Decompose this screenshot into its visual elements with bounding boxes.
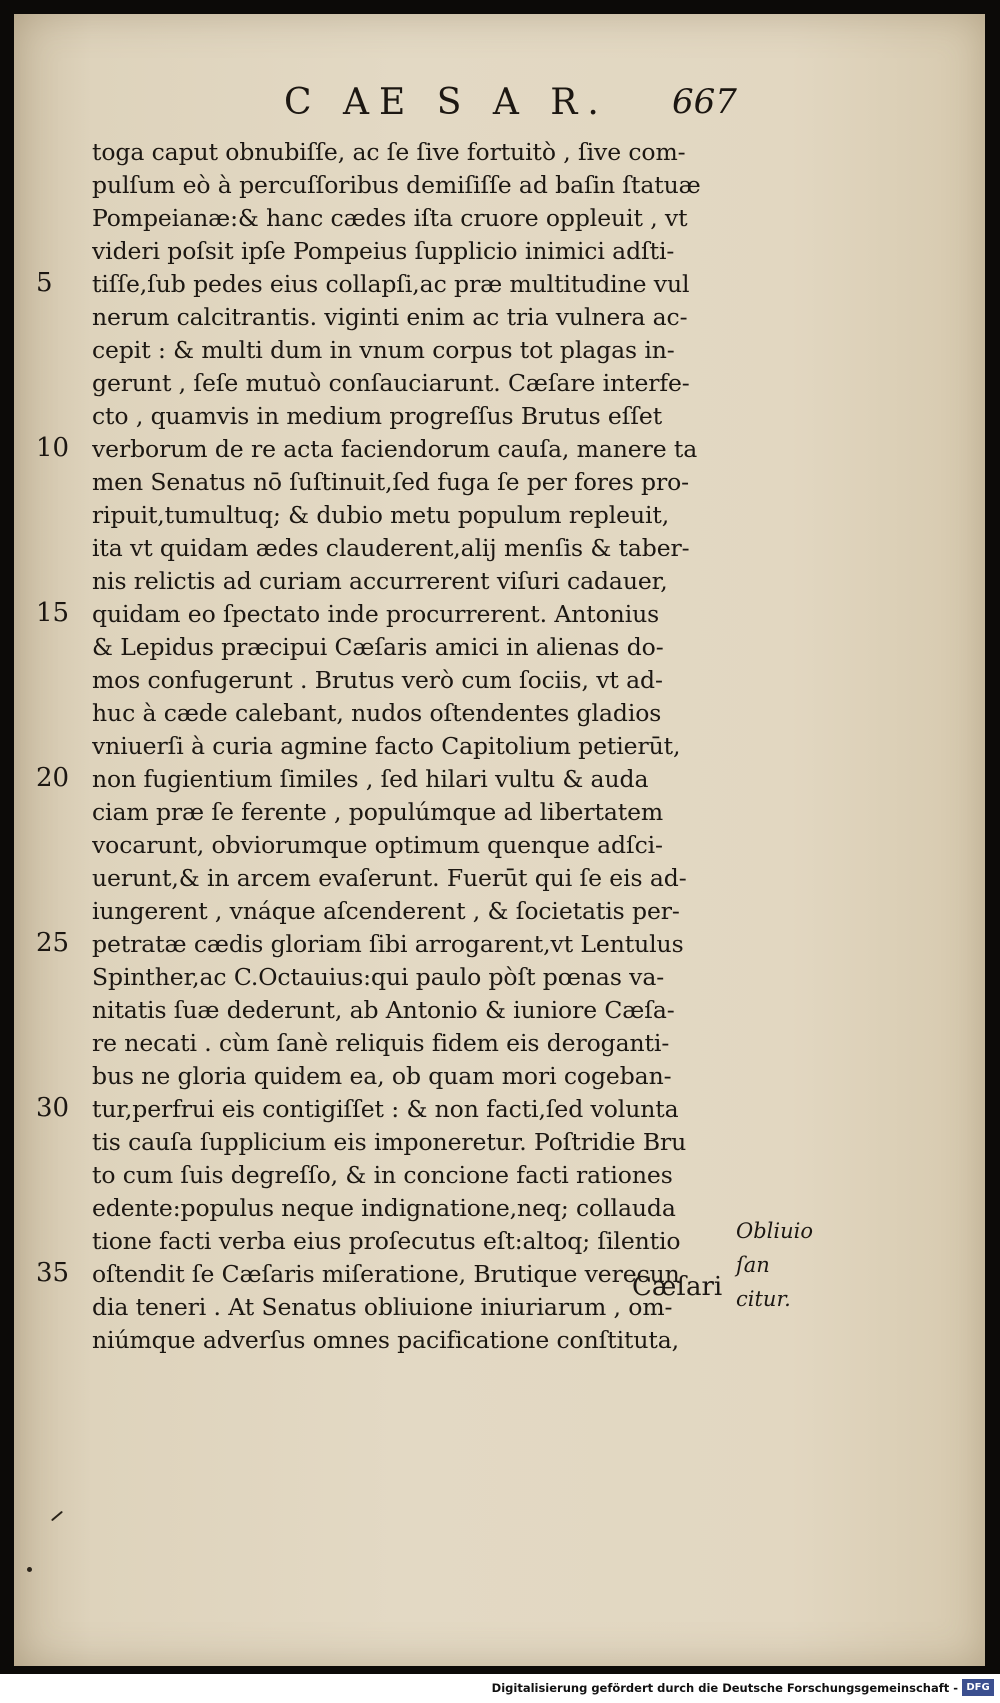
marginal-note-line-2: citur. xyxy=(736,1287,791,1311)
page-number: 667 xyxy=(672,82,737,122)
text-line xyxy=(14,730,985,763)
line-text: bus ne gloria quidem ea, ob quam mori cogeban- xyxy=(92,1062,672,1090)
text-line xyxy=(14,565,985,598)
text-line xyxy=(14,169,985,202)
line-text: cepit : & multi dum in vnum corpus tot plagas in- xyxy=(92,336,675,364)
text-line xyxy=(14,466,985,499)
text-line xyxy=(14,1159,985,1192)
line-text: niúmque adverſus omnes pacificatione conſtituta, xyxy=(92,1326,680,1354)
line-text: toga caput obnubiſſe, ac ſe ſive fortuitò , ſive com- xyxy=(92,138,686,166)
text-line xyxy=(14,334,985,367)
line-text: men Senatus nō ſuſtinuit,ſed fuga ſe per fores pro- xyxy=(92,468,689,496)
text-line xyxy=(14,598,985,631)
text-line xyxy=(14,796,985,829)
marginal-note-line-1: Obliuio ſan xyxy=(736,1219,813,1277)
text-line xyxy=(14,1324,985,1357)
line-text: huc à cæde calebant, nudos oſtendentes gladios xyxy=(92,699,662,727)
line-text: ripuit,tumultuq; & dubio metu populum repleuit, xyxy=(92,501,670,529)
text-line xyxy=(14,697,985,730)
line-text: tis cauſa ſupplicium eis imponeretur. Poſtridie Bru xyxy=(92,1128,687,1156)
line-text: iungerent , vnáque aſcenderent , & ſocietatis per- xyxy=(92,897,680,925)
text-line xyxy=(14,1027,985,1060)
text-line xyxy=(14,235,985,268)
text-line xyxy=(14,367,985,400)
ink-speck xyxy=(51,1511,63,1522)
line-text: to cum ſuis degreſſo, & in concione facti rationes xyxy=(92,1161,673,1189)
line-number: 10 xyxy=(36,433,70,463)
line-text: vniuerſi à curia agmine facto Capitolium petierūt, xyxy=(92,732,681,760)
running-head: C AE S A R. xyxy=(284,82,609,123)
line-text: ita vt quidam ædes clauderent,alij menſis & taber- xyxy=(92,534,690,562)
line-text: petratæ cædis gloriam ſibi arrogarent,vt Lentulus xyxy=(92,930,684,958)
marginal-note xyxy=(736,1214,846,1316)
line-text: tur,perfrui eis contigiſſet : & non facti,ſed volunta xyxy=(92,1095,679,1123)
line-text: non fugientium ſimiles , ſed hilari vultu & auda xyxy=(92,765,649,793)
text-line xyxy=(14,763,985,796)
line-text: dia teneri . At Senatus obliuione iniuriarum , om- xyxy=(92,1293,673,1321)
text-line xyxy=(14,631,985,664)
text-line xyxy=(14,400,985,433)
dfg-logo: DFG xyxy=(962,1679,994,1696)
text-line xyxy=(14,301,985,334)
text-line xyxy=(14,1126,985,1159)
text-line xyxy=(14,961,985,994)
digitization-credit: Digitalisierung gefördert durch die Deutsche Forschungsgemeinschaft - xyxy=(491,1681,958,1695)
footer-bar xyxy=(0,1674,1000,1703)
text-line xyxy=(14,664,985,697)
line-text: uerunt,& in arcem evaſerunt. Fuerūt qui ſe eis ad- xyxy=(92,864,687,892)
line-number: 35 xyxy=(36,1258,70,1288)
line-text: pulſum eò à percuſſoribus demiſiſſe ad baſin ſtatuæ xyxy=(92,171,701,199)
line-text: cto , quamvis in medium progreſſus Brutus eſſet xyxy=(92,402,663,430)
line-text: Spinther,ac C.Octauius:qui paulo pòſt pœnas va- xyxy=(92,963,665,991)
line-number: 15 xyxy=(36,598,70,628)
line-text: verborum de re acta faciendorum cauſa, manere ta xyxy=(92,435,698,463)
line-text: Pompeianæ:& hanc cædes iſta cruore oppleuit , vt xyxy=(92,204,688,232)
line-text: & Lepidus præcipui Cæſaris amici in alienas do- xyxy=(92,633,664,661)
line-text: nerum calcitrantis. viginti enim ac tria vulnera ac- xyxy=(92,303,688,331)
line-text: tione facti verba eius proſecutus eſt:altoq; ſilentio xyxy=(92,1227,681,1255)
text-line xyxy=(14,532,985,565)
line-number: 5 xyxy=(36,268,53,298)
text-line xyxy=(14,202,985,235)
line-text: re necati . cùm ſanè reliquis fidem eis deroganti- xyxy=(92,1029,670,1057)
line-number: 25 xyxy=(36,928,70,958)
line-text: nis relictis ad curiam accurrerent viſuri cadauer, xyxy=(92,567,668,595)
catchword: Cæſari xyxy=(632,1272,723,1302)
text-line xyxy=(14,268,985,301)
line-text: mos confugerunt . Brutus verò cum ſociis, vt ad- xyxy=(92,666,663,694)
line-text: gerunt , ſeſe mutuò conſauciarunt. Cæſare interfe- xyxy=(92,369,690,397)
line-text: ciam præ ſe ferente , populúmque ad libertatem xyxy=(92,798,664,826)
text-line xyxy=(14,136,985,169)
text-line xyxy=(14,928,985,961)
ink-speck xyxy=(27,1567,32,1572)
line-text: videri poſsit ipſe Pompeius ſupplicio inimici adſti- xyxy=(92,237,675,265)
text-line xyxy=(14,829,985,862)
text-line xyxy=(14,499,985,532)
line-number: 20 xyxy=(36,763,70,793)
page-header xyxy=(14,82,985,132)
line-text: edente:populus neque indignatione,neq; collauda xyxy=(92,1194,676,1222)
text-line xyxy=(14,862,985,895)
line-text: vocarunt, obviorumque optimum quenque adſci- xyxy=(92,831,663,859)
line-text: tiſſe,ſub pedes eius collapſi,ac præ multitudine vul xyxy=(92,270,690,298)
text-line xyxy=(14,433,985,466)
line-text: nitatis ſuæ dederunt, ab Antonio & iuniore Cæſa- xyxy=(92,996,675,1024)
text-line xyxy=(14,1093,985,1126)
book-page xyxy=(14,14,985,1666)
line-number: 30 xyxy=(36,1093,70,1123)
text-line xyxy=(14,1060,985,1093)
text-line xyxy=(14,895,985,928)
line-text: oſtendit ſe Cæſaris miſeratione, Brutique verecun xyxy=(92,1260,680,1288)
text-line xyxy=(14,994,985,1027)
line-text: quidam eo ſpectato inde procurrerent. Antonius xyxy=(92,600,660,628)
